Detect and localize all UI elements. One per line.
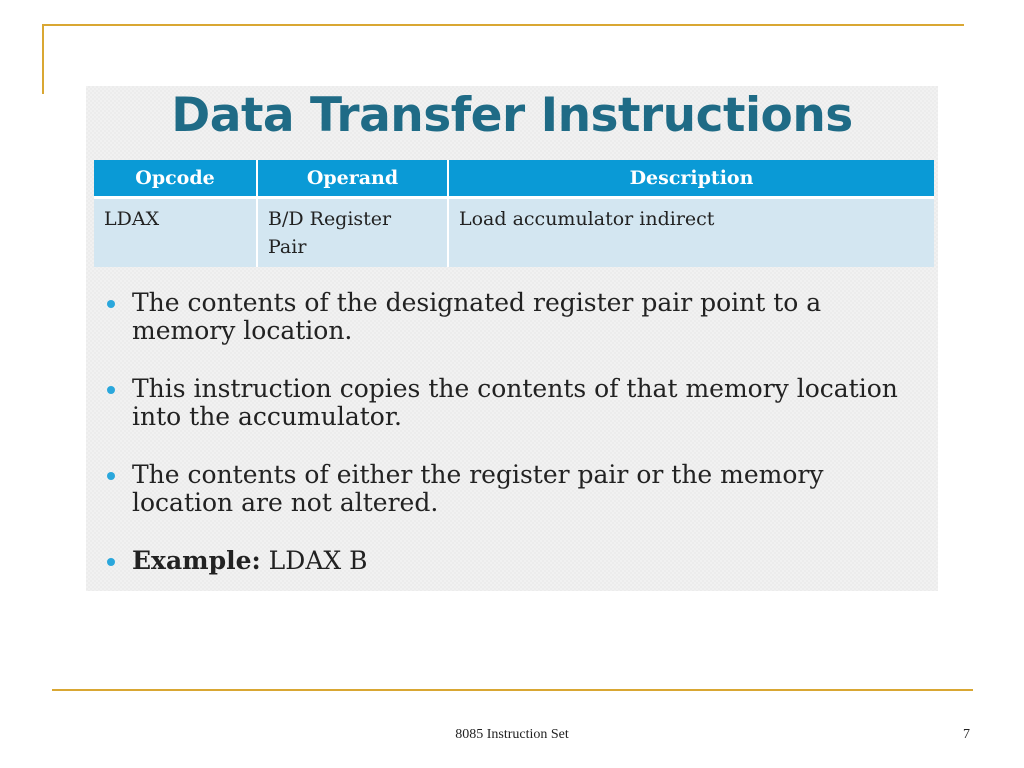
list-item [104,547,924,575]
instruction-table [94,160,934,267]
bullet-text: This instruction copies the contents of that memory location into the accumulator. [132,374,898,431]
cell-opcode: LDAX [94,198,257,268]
bullet-dot-icon [107,386,115,394]
example-label: Example: [132,546,261,575]
bullet-dot-icon [107,300,115,308]
operand-line-1: B/D Register [268,208,392,230]
frame-left-line [42,24,44,94]
bullet-text: The contents of the designated register pair point to a memory location. [132,288,822,345]
bullet-text: The contents of either the register pair or the memory location are not altered. [132,460,824,517]
example-text: LDAX B [260,546,368,575]
list-item [104,289,924,345]
content-panel [86,86,938,591]
table-header-row [94,160,934,198]
frame-bottom-line [52,689,973,691]
header-opcode: Opcode [94,160,257,198]
header-description: Description [448,160,934,198]
footer-title: 8085 Instruction Set [455,727,569,742]
header-operand: Operand [257,160,448,198]
list-item [104,461,924,517]
bullet-dot-icon [107,472,115,480]
slide-title: Data Transfer Instructions [171,88,853,143]
list-item [104,375,924,431]
page-number: 7 [963,727,970,742]
frame-top-line [42,24,964,26]
table-row [94,198,934,268]
cell-operand [257,198,448,268]
operand-line-2: Pair [268,236,307,258]
bullet-dot-icon [107,558,115,566]
bullet-list [104,289,924,605]
cell-description: Load accumulator indirect [448,198,934,268]
